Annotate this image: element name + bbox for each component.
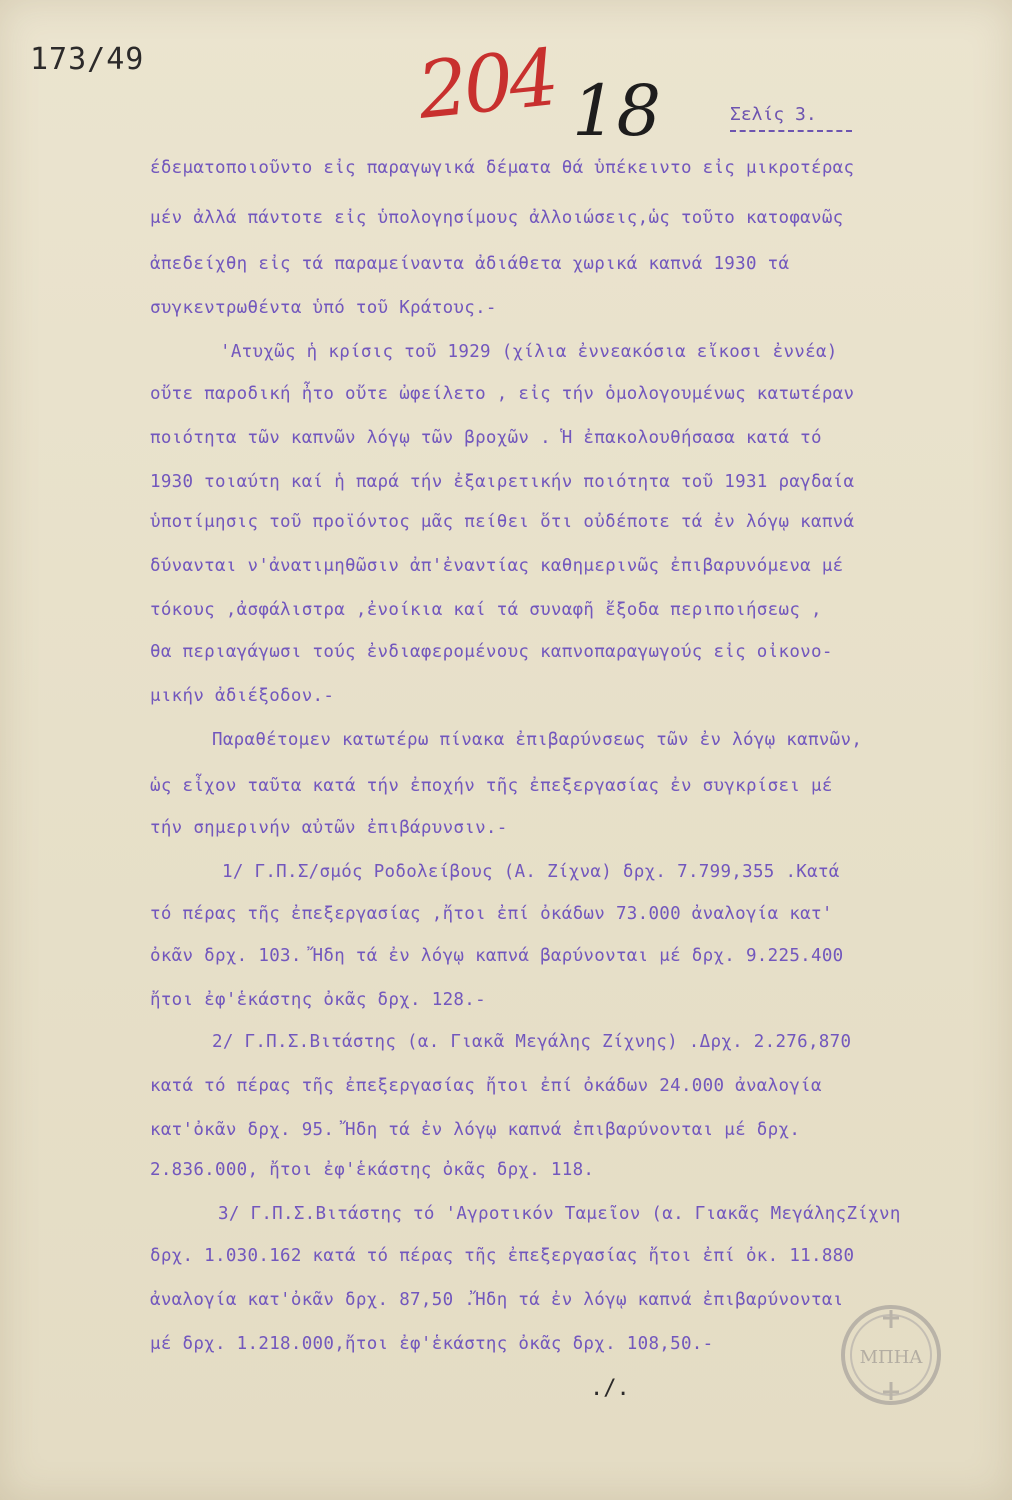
typed-line: 1/ Γ.Π.Σ/σμός Ροδολείβους (Α. Ζίχνα) δρχ. 7.799,355 .Κατά (222, 862, 840, 882)
typed-line: μέ δρχ. 1.218.000,ἤτοι ἐφ'ἑκάστης ὀκᾶς δρχ. 108,50.- (150, 1334, 714, 1354)
archive-reference-number: 173/49 (30, 42, 145, 77)
seal-lettering: ΜΠΗΑ (859, 1347, 923, 1368)
typed-line: τήν σημερινήν αὐτῶν ἐπιβάρυνσιν.- (150, 818, 508, 838)
typed-line: 3/ Γ.Π.Σ.Βιτάστης τό 'Αγροτικόν Ταμεῖον (α. Γιακᾶς ΜεγάληςΖίχνη (218, 1204, 901, 1224)
typed-line: ὡς εἶχον ταῦτα κατά τήν ἐποχήν τῆς ἐπεξεργασίας ἐν συγκρίσει μέ (150, 776, 833, 796)
typed-line: έδεματοποιοῦντο εἰς παραγωγικά δέματα θά ὑπέκειντο εἰς μικροτέρας (150, 158, 855, 178)
typed-line: οὔτε παροδική ἦτο οὔτε ὠφείλετο , εἰς τήν ὁμολογουμένως κατωτέραν (150, 384, 855, 404)
typed-line: μικήν ἀδιέξοδον.- (150, 686, 335, 706)
typed-line: ποιότητα τῶν καπνῶν λόγῳ τῶν βροχῶν . Ἡ ἐπακολουθήσασα κατά τό (150, 428, 822, 448)
typed-line: ὑποτίμησις τοῦ προϊόντος μᾶς πείθει ὅτι οὐδέποτε τά ἐν λόγῳ καπνά (150, 512, 855, 532)
typed-line: δύνανται ν'ἀνατιμηθῶσιν ἀπ'ἐναντίας καθημερινῶς ἐπιβαρυνόμενα μέ (150, 556, 844, 576)
handwritten-item-number: 18 (572, 70, 662, 152)
typed-line: 'Ατυχῶς ἡ κρίσις τοῦ 1929 (χίλια ἐννεακόσια εἴκοσι ἐννέα) (220, 342, 838, 362)
typed-line: δρχ. 1.030.162 κατά τό πέρας τῆς ἐπεξεργασίας ἤτοι ἐπί ὀκ. 11.880 (150, 1246, 855, 1266)
typed-line: θα περιαγάγωσι τούς ἐνδιαφερομένους καπνοπαραγωγούς εἰς οἰκονο- (150, 642, 833, 662)
continuation-mark: ./. (590, 1376, 630, 1401)
typed-line: τόκους ,ἀσφάλιστρα ,ἐνοίκια καί τά συναφῆ ἔξοδα περιποιήσεως , (150, 600, 822, 620)
typed-line: συγκεντρωθέντα ὑπό τοῦ Κράτους.- (150, 298, 497, 318)
typed-line: ἀναλογία κατ'ὀκᾶν δρχ. 87,50 .Ἤδη τά ἐν λόγῳ καπνά ἐπιβαρύνονται (150, 1290, 844, 1310)
typed-line: μέν ἀλλά πάντοτε εἰς ὑπολογησίμους ἀλλοιώσεις,ὡς τοῦτο κατοφανῶς (150, 208, 844, 228)
typed-line: Παραθέτομεν κατωτέρω πίνακα ἐπιβαρύνσεως τῶν ἐν λόγῳ καπνῶν, (212, 730, 863, 750)
typed-line: ὀκᾶν δρχ. 103. Ἤδη τά ἐν λόγῳ καπνά βαρύνονται μέ δρχ. 9.225.400 (150, 946, 844, 966)
page-number-label: Σελίς 3. (730, 104, 817, 125)
typed-line: κατά τό πέρας τῆς ἐπεξεργασίας ἤτοι ἐπί ὀκάδων 24.000 ἀναλογία (150, 1076, 822, 1096)
typed-line: ἀπεδείχθη εἰς τά παραμείναντα ἀδιάθετα χωρικά καπνά 1930 τά (150, 254, 790, 274)
typed-line: τό πέρας τῆς ἐπεξεργασίας ,ἤτοι ἐπί ὀκάδων 73.000 ἀναλογία κατ' (150, 904, 833, 924)
page-number-underline (730, 130, 852, 132)
typed-line: κατ'ὀκᾶν δρχ. 95. Ἤδη τά ἐν λόγῳ καπνά ἐπιβαρύνονται μέ δρχ. (150, 1120, 801, 1140)
handwritten-folio-number: 204 (413, 33, 560, 137)
typed-line: ἤτοι ἐφ'ἑκάστης ὀκᾶς δρχ. 128.- (150, 990, 486, 1010)
archive-seal-stamp (836, 1300, 946, 1410)
typed-line: 2.836.000, ἤτοι ἐφ'ἑκάστης ὀκᾶς δρχ. 118. (150, 1160, 595, 1180)
typed-line: 2/ Γ.Π.Σ.Βιτάστης (α. Γιακᾶ Μεγάλης Ζίχνης) .Δρχ. 2.276,870 (212, 1032, 852, 1052)
typed-line: 1930 τοιαύτη καί ἡ παρά τήν ἐξαιρετικήν ποιότητα τοῦ 1931 ραγδαία (150, 472, 855, 492)
